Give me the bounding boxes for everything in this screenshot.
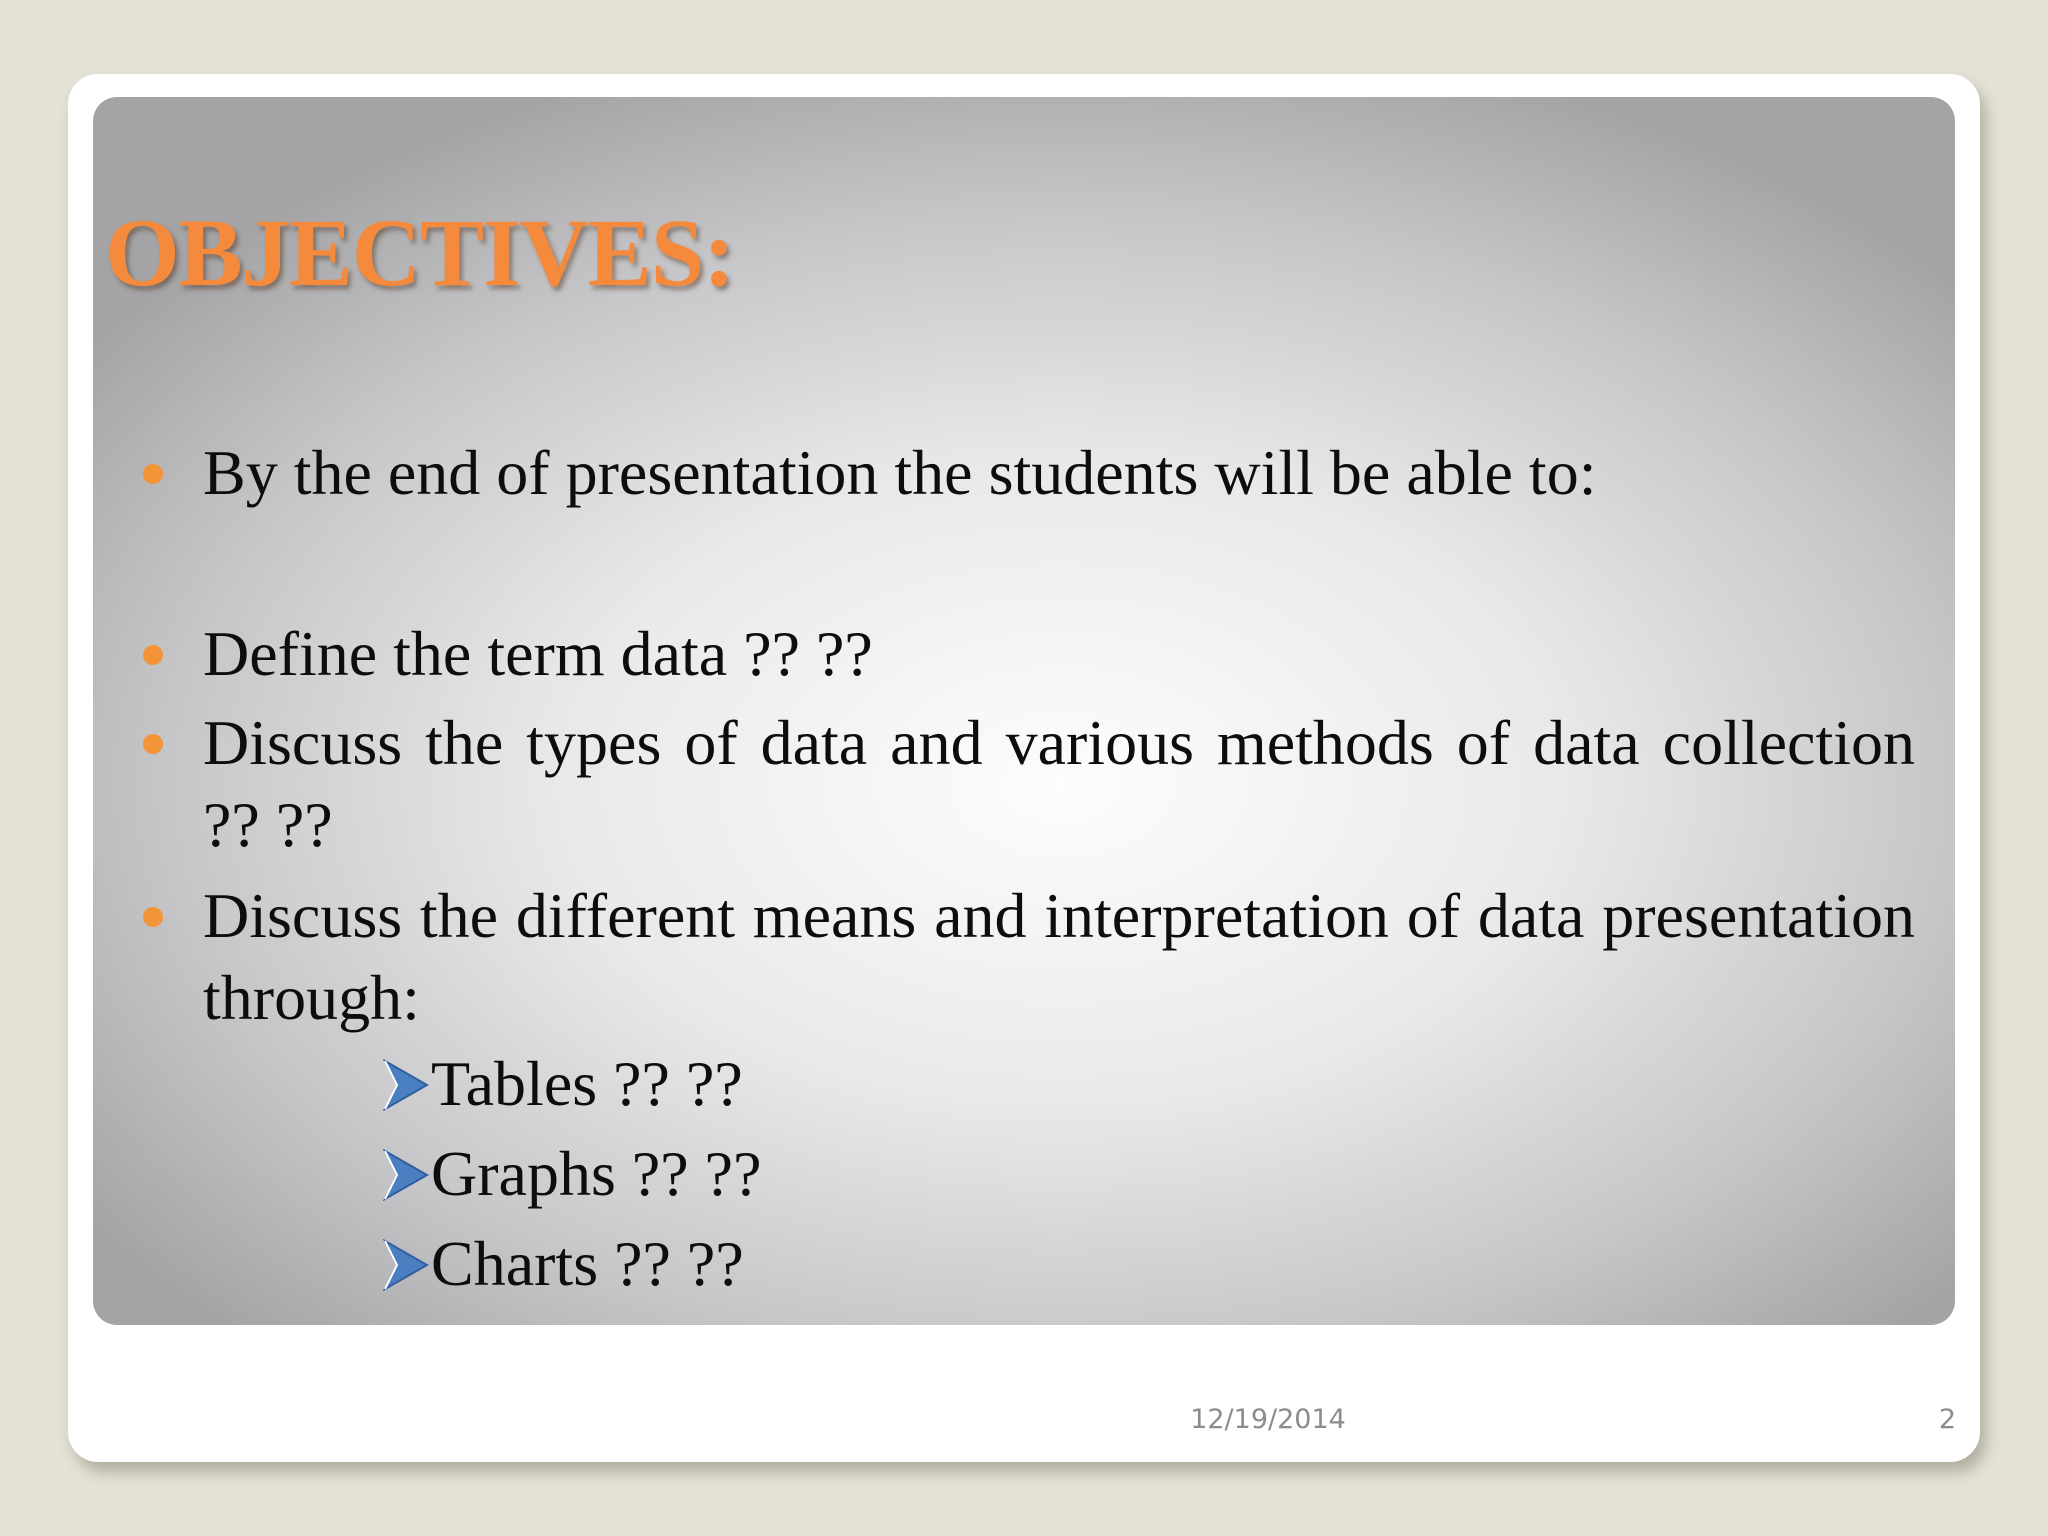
arrow-bullet-icon: [383, 1059, 429, 1111]
sub-item-text: Charts ?? ??: [431, 1228, 744, 1299]
page-number: 2: [1938, 1404, 1956, 1435]
arrow-bullet-icon: [383, 1239, 429, 1291]
sub-item-text: Tables ?? ??: [431, 1048, 743, 1119]
bullet-item: [203, 613, 1915, 695]
bullet-item: [203, 432, 1915, 514]
sub-list-item: [383, 1043, 743, 1125]
sub-item-text: Graphs ?? ??: [431, 1138, 762, 1209]
footer-date: 12/19/2014: [1190, 1404, 1346, 1435]
slide-title: OBJECTIVES:: [105, 199, 735, 306]
bullet-text: Define the term data ?? ??: [203, 618, 873, 689]
circle-bullet-icon: [143, 907, 163, 927]
bullet-item: [203, 702, 1915, 866]
circle-bullet-icon: [143, 464, 163, 484]
bullet-text: Discuss the different means and interpretation of data presentation through:: [203, 880, 1915, 1033]
slide: [68, 74, 1980, 1462]
sub-list-item: [383, 1223, 744, 1305]
content-panel: [93, 97, 1955, 1325]
bullet-text: By the end of presentation the students will be able to:: [203, 437, 1597, 508]
circle-bullet-icon: [143, 645, 163, 665]
sub-list-item: [383, 1133, 761, 1215]
bullet-text: Discuss the types of data and various methods of data collection ?? ??: [203, 707, 1915, 860]
arrow-bullet-icon: [383, 1149, 429, 1201]
bullet-item: [203, 875, 1915, 1039]
circle-bullet-icon: [143, 734, 163, 754]
